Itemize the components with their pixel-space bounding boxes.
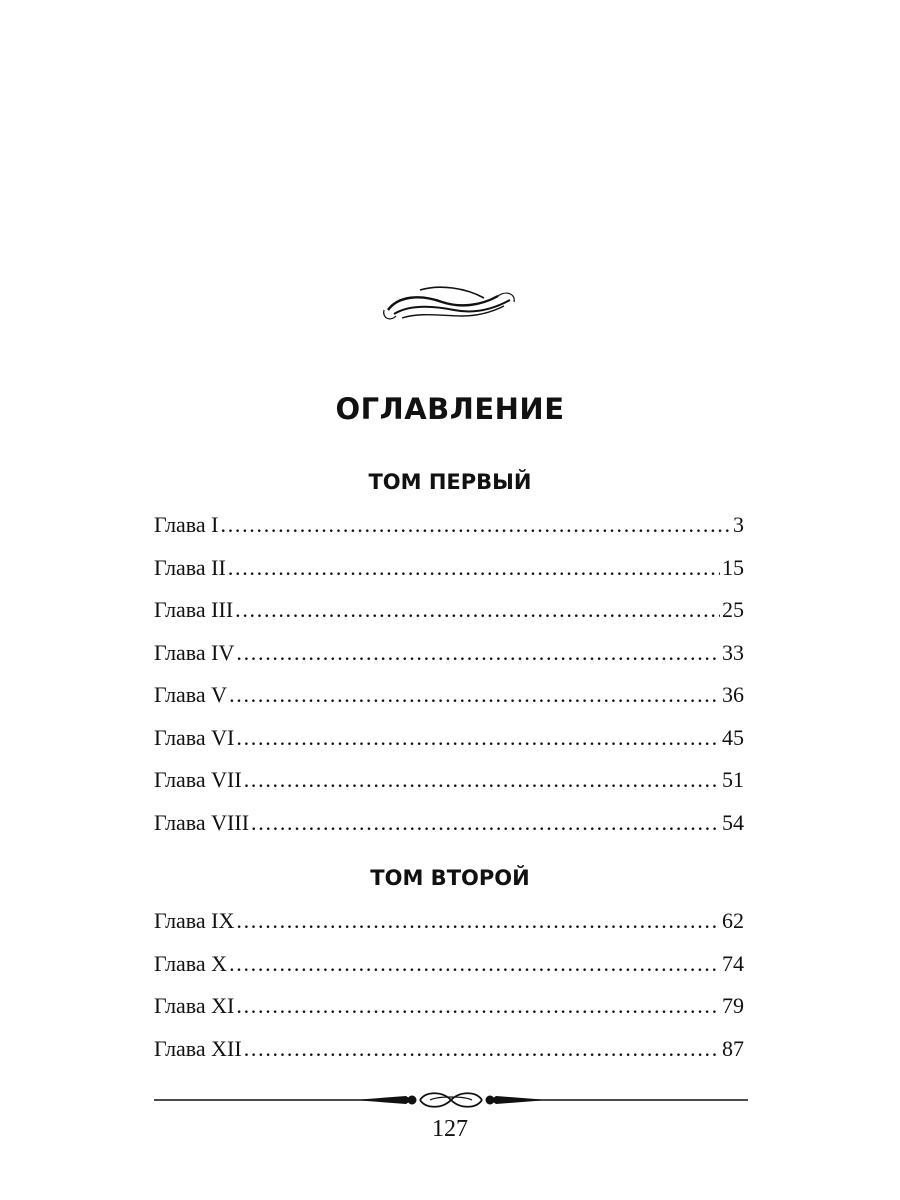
dot-leader [221,512,732,538]
dot-leader [229,951,720,977]
page-ref: 79 [722,993,744,1018]
chapter-label: Глава V [154,682,228,707]
dot-leader [228,555,720,581]
page-ref: 25 [722,597,744,622]
page-ref: 33 [722,639,744,665]
divider-flourish-icon [154,1087,748,1113]
chapter-label: Глава II [154,554,226,580]
dot-leader [236,908,720,934]
toc-entry[interactable] [154,951,744,994]
toc-list [154,908,744,1078]
dot-leader [229,682,720,708]
toc-entry[interactable] [154,1036,744,1079]
dot-leader [251,810,720,836]
chapter-label: Глава XII [154,1035,242,1061]
page-ref: 36 [722,682,744,707]
chapter-label: Глава III [154,597,234,622]
chapter-label: Глава IX [154,908,235,933]
toc-entry[interactable] [154,682,744,725]
page-ref: 51 [722,767,744,792]
toc-entry[interactable] [154,597,744,640]
flourish-ornament-icon [380,280,520,326]
page-ref: 3 [733,512,744,537]
chapter-label: Глава XI [154,993,235,1018]
chapter-label: Глава VI [154,724,235,750]
dot-leader [235,597,720,623]
toc-entry[interactable] [154,512,744,555]
dot-leader [244,1036,720,1062]
volume-heading: ТОМ ВТОРОЙ [370,866,530,890]
toc-entry[interactable] [154,993,744,1036]
chapter-label: Глава VIII [154,809,250,835]
dot-leader [236,725,720,751]
dot-leader [236,640,720,666]
toc-entry[interactable] [154,640,744,683]
toc-entry[interactable] [154,908,744,951]
toc-list [154,512,744,852]
dot-leader [244,767,720,793]
chapter-label: Глава X [154,950,228,976]
page-ref: 62 [722,908,744,933]
dot-leader [236,993,720,1019]
toc-entry[interactable] [154,555,744,598]
page-ref: 45 [722,724,744,750]
page-title: ОГЛАВЛЕНИЕ [335,392,565,426]
volume-heading: ТОМ ПЕРВЫЙ [368,470,532,494]
page-number: 127 [432,1116,468,1142]
chapter-label: Глава IV [154,639,235,665]
page-ref: 54 [722,809,744,835]
page-ref: 15 [722,554,744,580]
toc-entry[interactable] [154,767,744,810]
page-ref: 87 [722,1035,744,1061]
toc-entry[interactable] [154,725,744,768]
page-ref: 74 [722,950,744,976]
toc-entry[interactable] [154,810,744,853]
chapter-label: Глава VII [154,767,242,792]
chapter-label: Глава I [154,512,219,537]
